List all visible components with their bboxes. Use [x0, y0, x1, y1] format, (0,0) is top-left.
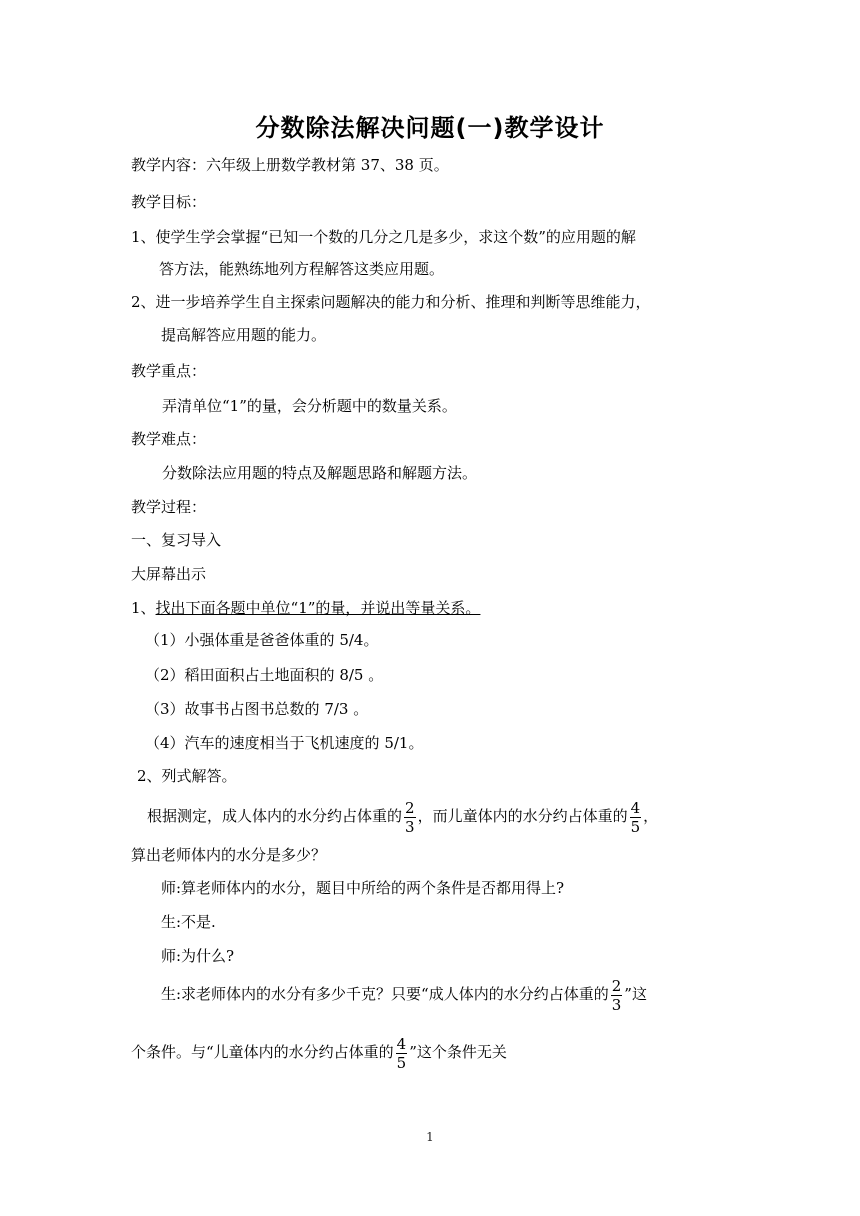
fraction-four-fifths [396, 1035, 408, 1072]
goal-2-line-1: 2、进一步培养学生自主探索问题解决的能力和分析、推理和判断等思维能力， [131, 293, 651, 311]
problem-statement-line-1 [147, 796, 658, 836]
fraction-numerator: 2 [611, 976, 622, 995]
screen-display-label: 大屏幕出示 [131, 565, 207, 583]
teacher-line-1: 师:算老师体内的水分，题目中所给的两个条件是否都用得上? [161, 879, 565, 897]
question-1 [131, 598, 480, 618]
list-item-4: （4）汽车的速度相当于飞机速度的 5/1。 [145, 734, 424, 752]
difficulties-heading: 教学难点： [131, 430, 207, 448]
list-item-1: （1）小强体重是爸爸体重的 5/4。 [145, 631, 379, 649]
section-1-heading: 一、复习导入 [131, 531, 222, 549]
goals-heading: 教学目标： [131, 193, 207, 211]
page-number: 1 [426, 1130, 434, 1144]
problem-statement-line-2: 算出老师体内的水分是多少？ [131, 846, 327, 864]
problem-text-c: ， [643, 807, 659, 825]
question-1-text: 找出下面各题中单位“1”的量，并说出等量关系。 [155, 599, 481, 617]
fraction-denominator: 3 [405, 817, 415, 836]
document-title: 分数除法解决问题(一)教学设计 [255, 114, 605, 142]
fraction-numerator: 2 [405, 798, 415, 817]
key-points-heading: 教学重点： [131, 362, 207, 380]
goal-2-line-2: 提高解答应用题的能力。 [161, 326, 327, 344]
student-line-2 [161, 974, 647, 1014]
fraction-two-thirds [611, 977, 623, 1014]
process-heading: 教学过程： [131, 498, 207, 516]
fraction-denominator: 3 [611, 995, 622, 1014]
fraction-numerator: 4 [630, 798, 641, 817]
fraction-numerator: 4 [396, 1034, 407, 1053]
goal-1-line-1: 1、使学生学会掌握“已知一个数的几分之几是多少，求这个数”的应用题的解 [131, 228, 636, 246]
fraction-denominator: 5 [630, 817, 641, 836]
teaching-content: 教学内容：六年级上册数学教材第 37、38 页。 [131, 156, 449, 174]
student-text-d: ”这个条件无关 [409, 1043, 507, 1061]
student-line-1: 生:不是. [161, 913, 216, 931]
goal-1-line-2: 答方法，能熟练地列方程解答这类应用题。 [159, 260, 445, 278]
list-item-3: （3）故事书占图书总数的 7/3 。 [145, 700, 369, 718]
question-2: 2、列式解答。 [137, 767, 237, 785]
student-line-2-continued [131, 1032, 507, 1072]
fraction-four-fifths [630, 799, 642, 836]
problem-text-a: 根据测定，成人体内的水分约占体重的 [147, 807, 403, 825]
student-text-a: 生:求老师体内的水分有多少千克？只要“成人体内的水分约占体重的 [161, 985, 609, 1003]
problem-text-b: ，而儿童体内的水分约占体重的 [417, 807, 628, 825]
teacher-line-2: 师:为什么? [161, 947, 235, 965]
fraction-two-thirds [404, 799, 416, 836]
question-1-number: 1、 [131, 599, 156, 617]
student-text-b: ”这 [624, 985, 647, 1003]
student-text-c: 个条件。与“儿童体内的水分约占体重的 [131, 1043, 394, 1061]
key-points-text: 弄清单位“1”的量，会分析题中的数量关系。 [162, 397, 457, 415]
fraction-denominator: 5 [396, 1053, 407, 1072]
difficulties-text: 分数除法应用题的特点及解题思路和解题方法。 [162, 464, 478, 482]
list-item-2: （2）稻田面积占土地面积的 8/5 。 [145, 666, 384, 684]
